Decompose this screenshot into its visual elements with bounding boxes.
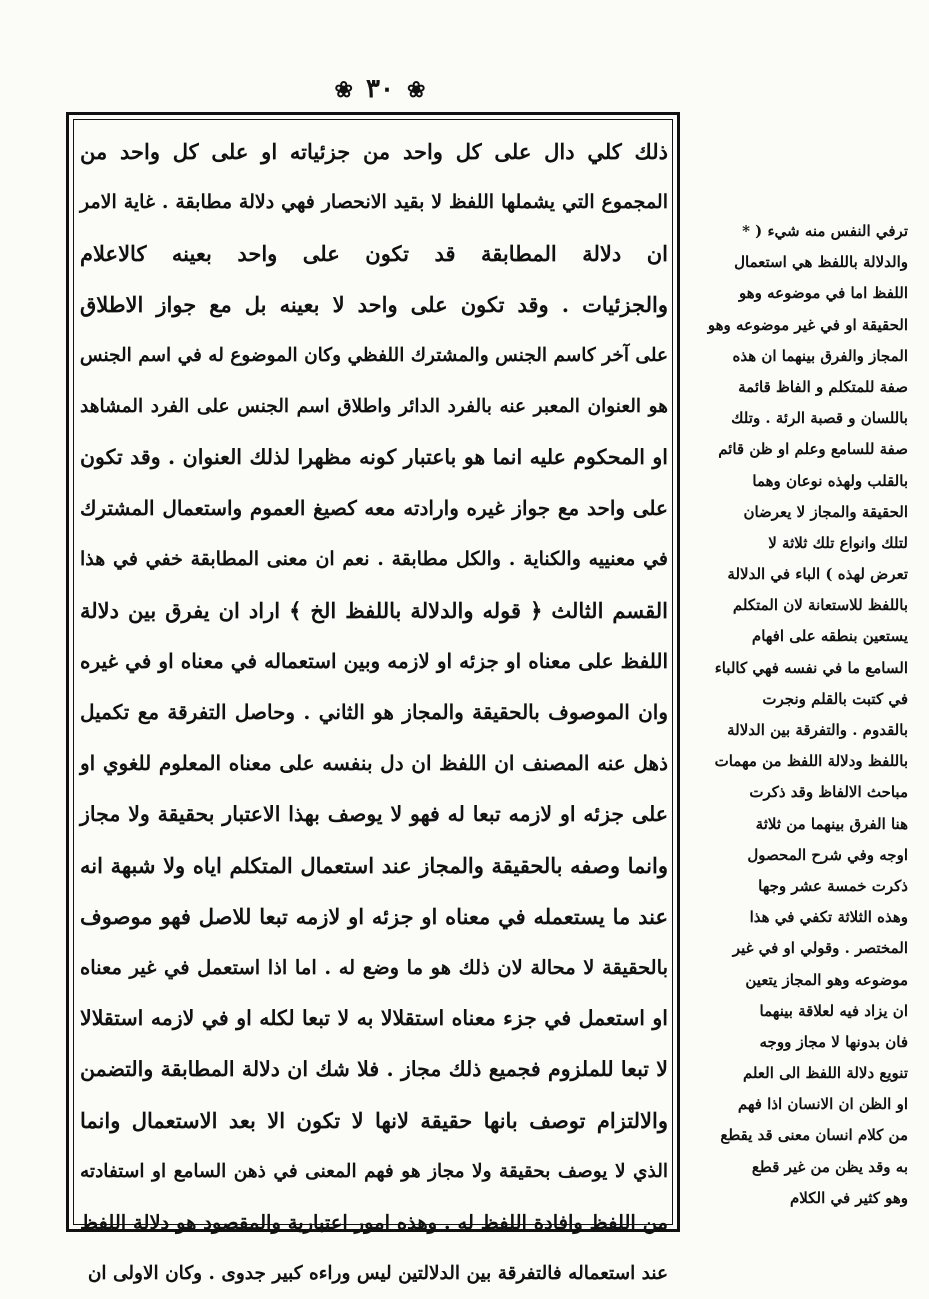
margin-text-line: المختصر . وقولي او في غير [732, 939, 908, 958]
margin-text-line: في كتبت بالقلم ونجرت [762, 689, 908, 708]
main-text-line: ذلك كلي دال على كل واحد من جزئياته او على كل واحد من [80, 139, 668, 164]
margin-text-line: الحقيقة والمجاز لا يعرضان [743, 502, 908, 521]
margin-text-line: الحقيقة او في غير موضوعه وهو [707, 315, 908, 334]
margin-text-line: باللفظ ودلالة اللفظ من مهمات [714, 752, 908, 771]
main-text-line: في معنييه والكناية . والكل مطابقة . نعم ان معنى المطابقة خفي في هذا [80, 548, 668, 570]
main-text-line: هو العنوان المعبر عنه بالفرد الدائر واطلاق اسم الجنس على الفرد المشاهد [80, 396, 668, 417]
margin-text-line: تنويع دلالة اللفظ الى العلم [742, 1064, 908, 1083]
main-text-line: وانما وصفه بالحقيقة والمجاز عند استعمال المتكلم اياه ولا شبهة انه [80, 853, 668, 878]
margin-text-line: السامع ما في نفسه فهي كالباء [714, 658, 908, 677]
margin-text-line: ان يزاد فيه لعلاقة بينهما [759, 1001, 908, 1020]
main-text-line: او استعمل في جزء معناه استقلالا به لا تبعا لكله او في لازمه استقلالا [80, 1006, 668, 1030]
margin-text-line: به وقد يظن من غير قطع [751, 1157, 908, 1176]
main-text-line: المجموع التي يشملها اللفظ لا بقيد الانحصار فهي دلالة مطابقة . غاية الامر [80, 191, 668, 213]
margin-text-line: ذكرت خمسة عشر وجها [758, 876, 908, 895]
margin-text-line: من كلام انسان معنى قد يقطع [720, 1126, 908, 1145]
main-text-line: عند استعماله فالتفرقة بين الدلالتين ليس وراءه كبير جدوى . وكان الاولى ان [87, 1263, 668, 1284]
main-text-line: بالحقيقة لا محالة لان ذلك هو ما وضع له . اما اذا استعمل في غير معناه [80, 956, 668, 979]
margin-text-line: هنا الفرق بينهما من ثلاثة [755, 814, 908, 833]
margin-text-line: وهو كثير في الكلام [790, 1188, 908, 1207]
margin-text-line: والدلالة باللفظ هي استعمال [734, 253, 908, 272]
main-text-body [79, 126, 668, 1284]
main-text-line: اللفظ على معناه او جزئه او لازمه وبين استعماله في معناه او في غيره [80, 649, 668, 673]
margin-text-line: بالقلب ولهذه نوعان وهما [752, 471, 908, 490]
margin-text-line: موضوعه وهو المجاز يتعين [745, 970, 908, 989]
main-text-line: على آخر كاسم الجنس والمشترك اللفظي وكان الموضوع له في اسم الجنس [79, 345, 668, 366]
main-text-line: من اللفظ وافادة اللفظ له . وهذه امور اعتبارية والمقصود هو دلالة اللفظ [80, 1211, 668, 1234]
margin-text-line: او الظن ان الانسان اذا فهم [737, 1095, 908, 1114]
main-text-line: ان دلالة المطابقة قد تكون على واحد بعينه كالاعلام [80, 241, 668, 266]
margin-text-line: المجاز والفرق بينهما ان هذه [732, 346, 908, 365]
page-header [0, 74, 760, 104]
margin-text-line: صفة للمتكلم و الفاظ قائمة [738, 377, 908, 396]
margin-text-line: مباحث الالفاظ وقد ذكرت [749, 783, 908, 802]
main-text-line: لا تبعا للملزوم فجميع ذلك مجاز . فلا شك ان دلالة المطابقة والتضمن [80, 1057, 668, 1081]
ornament-icon: ❀ [334, 77, 353, 103]
margin-text-line: تعرض لهذه ) الباء في الدلالة [727, 565, 908, 584]
margin-commentary [686, 216, 908, 1226]
margin-text-line: اللفظ اما في موضوعه وهو [738, 284, 908, 303]
main-text-line: والالتزام توصف بانها حقيقة لانها لا تكون الا بعد الاستعمال وانما [80, 1108, 668, 1133]
margin-text-line: صفة للسامع وعلم او ظن قائم [718, 440, 908, 459]
main-text-line: او المحكوم عليه انما هو باعتبار كونه مظهرا لذلك العنوان . وقد تكون [80, 445, 668, 469]
main-text-line: على جزئه او لازمه تبعا له فهو لا يوصف بهذا الاعتبار بحقيقة ولا مجاز [80, 802, 668, 826]
ornament-icon: ❀ [407, 77, 426, 103]
main-text-line: عند ما يستعمله في معناه او جزئه او لازمه تبعا للاصل فهو موصوف [80, 904, 668, 929]
margin-text-line: باللسان و قصبة الرئة . وتلك [731, 409, 908, 428]
main-text-line: وان الموصوف بالحقيقة والمجاز هو الثاني . وحاصل التفرقة مع تكميل [80, 700, 668, 724]
margin-text-line: ترفي النفس منه شيء ( * [742, 222, 908, 240]
margin-text-line: اوجه وفي شرح المحصول [747, 845, 908, 864]
main-text-line: والجزئيات . وقد تكون على واحد لا بعينه بل مع جواز الاطلاق [80, 292, 668, 317]
margin-text-line: فان بدونها لا مجاز ووجه [759, 1032, 908, 1051]
main-text-line: على واحد مع جواز غيره وارادته معه كصيغ العموم واستعمال المشترك [80, 496, 668, 520]
margin-text-line: باللفظ للاستعانة لان المتكلم [732, 596, 908, 615]
page-number: ٣٠ [366, 74, 394, 104]
margin-text-line: وهذه الثلاثة تكفي في هذا [749, 908, 908, 927]
margin-text-line: لتلك وانواع تلك ثلاثة لا [768, 533, 908, 552]
main-text-line: ذهل عنه المصنف ان اللفظ ان دل بنفسه على معناه المعلوم للغوي او [80, 751, 668, 775]
main-text-line: القسم الثالث ﴿ قوله والدلالة باللفظ الخ ﴾ اراد ان يفرق بين دلالة [80, 598, 668, 623]
main-text-line: الذي لا يوصف بحقيقة ولا مجاز هو فهم المعنى في ذهن السامع او استفادته [80, 1161, 668, 1182]
margin-text-line: بالقدوم . والتفرقة بين الدلالة [727, 721, 908, 739]
margin-text-line: يستعين بنطقه على افهام [751, 627, 908, 646]
